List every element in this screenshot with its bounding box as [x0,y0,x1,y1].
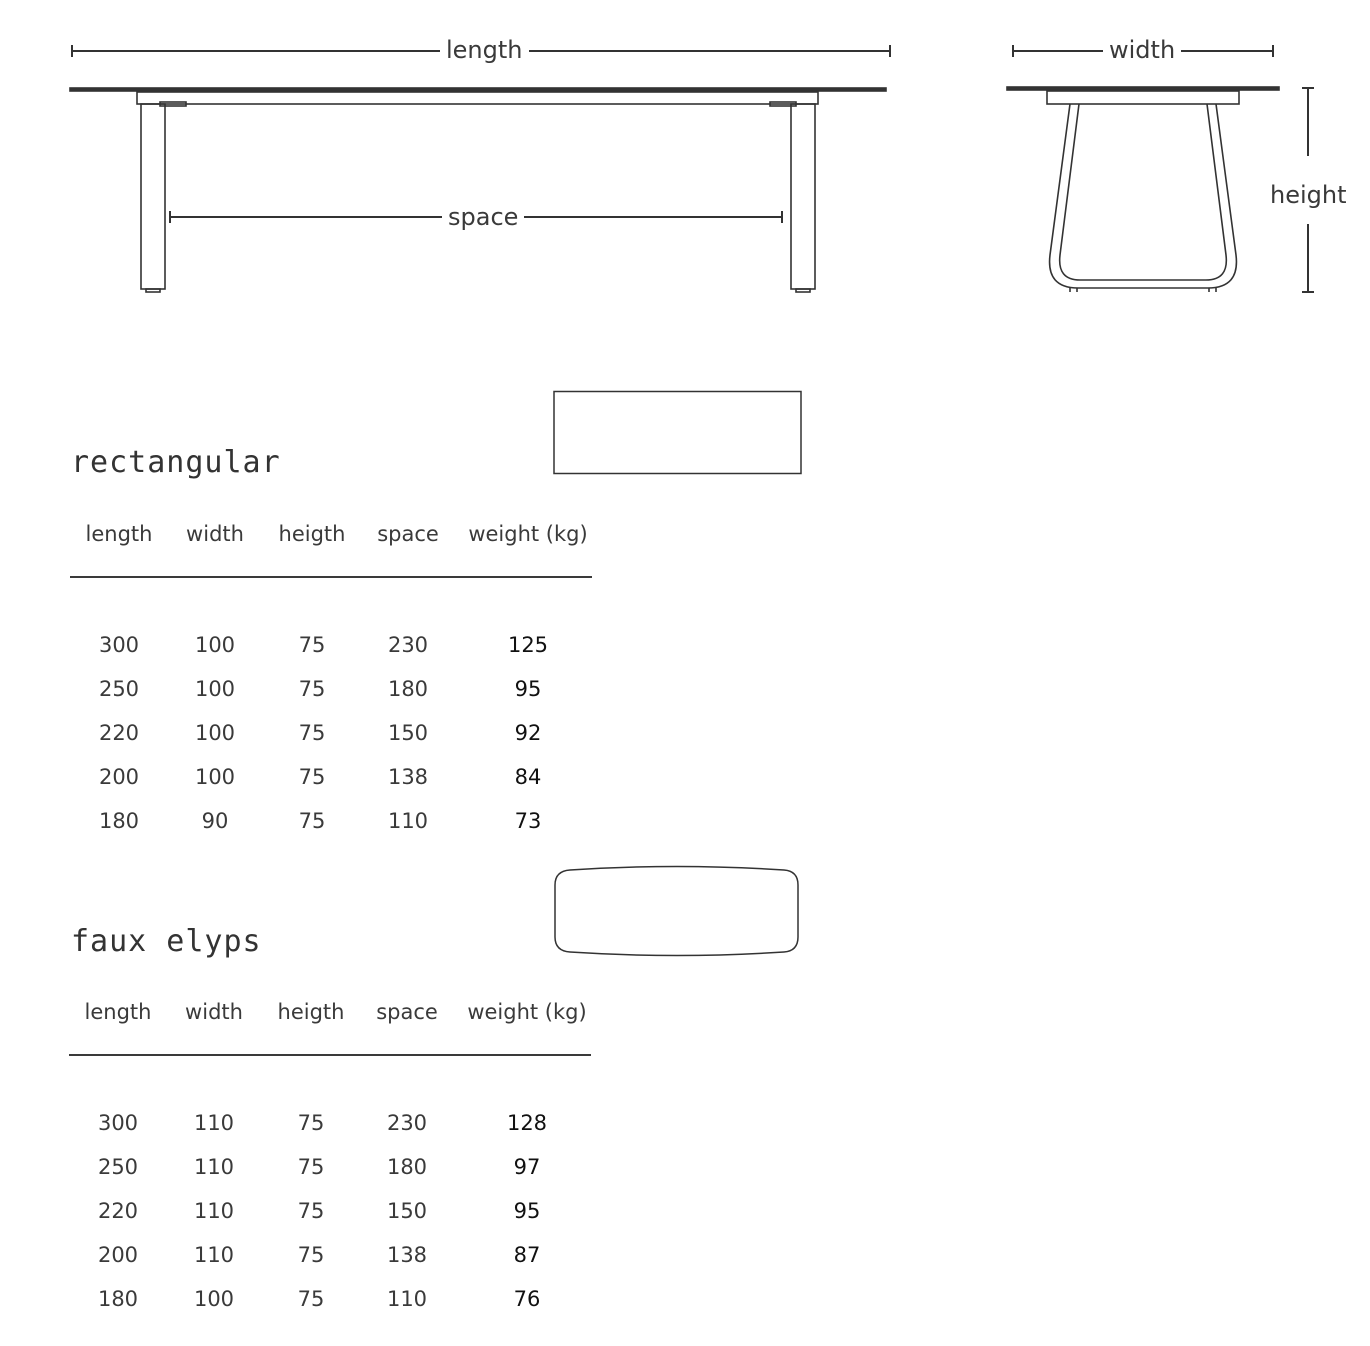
cell-space: 110 [386,1287,428,1311]
cell-heigth: 75 [298,721,326,745]
cell-length: 250 [98,677,140,701]
cell-space: 230 [387,633,429,657]
rectangular-title: rectangular [71,445,281,480]
col-header-heigth: heigth [277,1000,345,1024]
cell-weight: 87 [513,1243,541,1267]
col-header-weight: weight (kg) [467,1000,587,1024]
cell-heigth: 75 [298,633,326,657]
cell-space: 180 [387,677,429,701]
cell-space: 180 [386,1155,428,1179]
table-row [69,1155,591,1199]
cell-weight: 76 [513,1287,541,1311]
cell-width: 100 [193,1287,235,1311]
cell-width: 100 [194,633,236,657]
cell-length: 200 [97,1243,139,1267]
col-header-space: space [376,1000,438,1024]
cell-heigth: 75 [298,677,326,701]
cell-length: 180 [98,809,140,833]
cell-heigth: 75 [297,1287,325,1311]
table-row [69,1287,591,1331]
sled-base [1050,104,1237,288]
col-header-space: space [377,522,439,546]
cell-space: 150 [386,1199,428,1223]
col-header-length: length [84,1000,152,1024]
faux-elyps-shape-icon [552,864,802,958]
length-label: length [440,35,529,65]
space-label: space [442,202,524,232]
cell-width: 90 [201,809,229,833]
col-header-heigth: heigth [278,522,346,546]
cell-width: 100 [194,677,236,701]
tabletop [70,88,886,91]
leg-left [141,104,165,289]
col-header-length: length [85,522,153,546]
cell-weight: 73 [514,809,542,833]
table-row [70,809,592,853]
cell-heigth: 75 [297,1199,325,1223]
cell-heigth: 75 [297,1111,325,1135]
cell-weight: 92 [514,721,542,745]
cell-width: 110 [193,1199,235,1223]
cell-weight: 95 [514,677,542,701]
cell-width: 100 [194,721,236,745]
table-row [69,1199,591,1243]
cell-space: 138 [386,1243,428,1267]
col-header-width: width [185,1000,243,1024]
cell-length: 220 [97,1199,139,1223]
cell-space: 150 [387,721,429,745]
cell-weight: 125 [507,633,549,657]
cell-length: 220 [98,721,140,745]
cell-width: 100 [194,765,236,789]
rectangular-spec-table [70,522,592,853]
leg-right [791,104,815,289]
table-row [69,1111,591,1155]
apron [137,92,818,104]
cell-heigth: 75 [298,765,326,789]
cell-heigth: 75 [297,1243,325,1267]
faux-elyps-spec-table [69,1000,591,1331]
width-label: width [1103,35,1181,65]
table-row [69,1243,591,1287]
cell-length: 250 [97,1155,139,1179]
table-row [70,677,592,721]
table-row [70,765,592,809]
cell-weight: 84 [514,765,542,789]
tabletop-side [1007,87,1279,90]
cell-space: 230 [386,1111,428,1135]
header-divider [70,576,592,578]
col-header-weight: weight (kg) [468,522,588,546]
cell-weight: 97 [513,1155,541,1179]
cell-width: 110 [193,1111,235,1135]
faux-elyps-title: faux elyps [71,924,262,959]
header-divider [69,1054,591,1056]
cell-space: 110 [387,809,429,833]
cell-width: 110 [193,1155,235,1179]
cell-length: 300 [98,633,140,657]
cell-heigth: 75 [297,1155,325,1179]
cell-width: 110 [193,1243,235,1267]
rectangular-shape-icon [553,390,803,476]
cell-length: 180 [97,1287,139,1311]
cell-weight: 128 [506,1111,548,1135]
table-row [70,633,592,677]
cell-length: 200 [98,765,140,789]
table-row [70,721,592,765]
col-header-width: width [186,522,244,546]
cell-space: 138 [387,765,429,789]
cell-heigth: 75 [298,809,326,833]
cell-length: 300 [97,1111,139,1135]
height-label: height [1264,180,1353,210]
cell-weight: 95 [513,1199,541,1223]
